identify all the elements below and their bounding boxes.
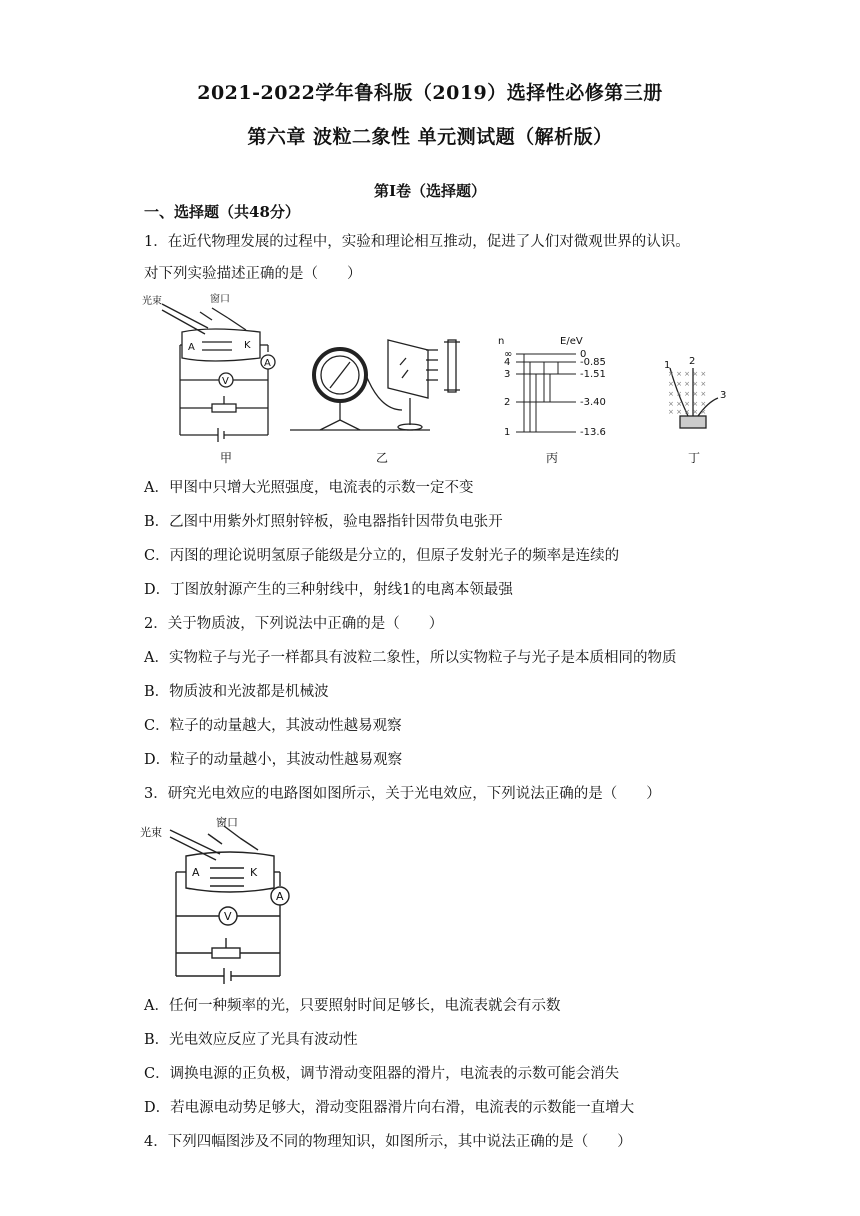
q1-stem-line1: 1．在近代物理发展的过程中，实验和理论相互推动，促进了人们对微观世界的认识。 <box>144 234 690 250</box>
section-heading: 一、选择题（共48分） <box>144 203 300 221</box>
q1-option-b: B．乙图中用紫外灯照射锌板，验电器指针因带负电张开 <box>144 514 503 530</box>
q3-circuit-figure <box>140 812 300 984</box>
ding-ray-label: 1 <box>664 360 671 371</box>
caption-ding: 丁 <box>688 451 701 465</box>
q1-anode-label: A <box>188 342 195 353</box>
q1-cathode-label: K <box>244 340 251 351</box>
q3-option-a: A．任何一种频率的光，只要照射时间足够长，电流表就会有示数 <box>144 998 561 1014</box>
q1-option-d: D．丁图放射源产生的三种射线中，射线1的电离本领最强 <box>144 582 513 598</box>
bing-level-n: 2 <box>504 397 511 408</box>
ding-ray-label: 2 <box>689 356 696 367</box>
bing-level-e: -1.51 <box>580 369 606 380</box>
q3-stem: 3．研究光电效应的电路图如图所示，关于光电效应，下列说法正确的是（ ） <box>144 786 661 802</box>
volume-heading: 第Ⅰ卷（选择题） <box>373 182 487 200</box>
figure-yi-electroscope <box>290 340 460 430</box>
q1-stem-line2: 对下列实验描述正确的是（ ） <box>144 266 362 282</box>
caption-jia: 甲 <box>220 451 233 465</box>
ding-ray-label: 3 <box>720 390 727 401</box>
q2-option-c: C．粒子的动量越大，其波动性越易观察 <box>144 718 402 734</box>
figure-bing-levels <box>516 354 576 432</box>
q2-option-a: A．实物粒子与光子一样都具有波粒二象性，所以实物粒子与光子是本质相同的物质 <box>144 650 677 666</box>
q1-option-a: A．甲图中只增大光照强度，电流表的示数一定不变 <box>144 480 474 496</box>
svg-text:× × × × ×: × × × × × <box>668 370 707 378</box>
q2-option-d: D．粒子的动量越小，其波动性越易观察 <box>144 752 403 768</box>
caption-bing: 丙 <box>546 451 559 465</box>
q4-stem: 4．下列四幅图涉及不同的物理知识，如图所示，其中说法正确的是（ ） <box>144 1134 632 1150</box>
q1-window-label: 窗口 <box>210 294 230 305</box>
q1-ammeter-label: A <box>264 358 271 369</box>
q3-option-c: C．调换电源的正负极，调节滑动变阻器的滑片，电流表的示数可能会消失 <box>144 1066 620 1082</box>
caption-yi: 乙 <box>376 451 389 465</box>
svg-text:× × × × ×: × × × × × <box>668 408 707 416</box>
svg-text:× × × × ×: × × × × × <box>668 390 707 398</box>
bing-n-label: n <box>498 336 505 347</box>
bing-level-e: -3.40 <box>580 397 606 408</box>
q3-ammeter-label: A <box>276 890 284 903</box>
document-title-line1: 2021-2022学年鲁科版（2019）选择性必修第三册 <box>197 82 663 104</box>
svg-text:× × × × ×: × × × × × <box>668 400 707 408</box>
q3-window-label: 窗口 <box>216 816 238 829</box>
q1-figure <box>140 290 740 470</box>
figure-jia-circuit <box>162 304 275 442</box>
bing-level-e: -0.85 <box>580 357 606 368</box>
q3-anode-label: A <box>192 866 200 879</box>
q1-voltmeter-label: V <box>222 376 229 387</box>
figure-ding-field <box>668 370 706 416</box>
q3-light-label: 光束 <box>140 826 162 839</box>
bing-level-n: 4 <box>504 357 511 368</box>
q3-option-b: B．光电效应反应了光具有波动性 <box>144 1032 358 1048</box>
q3-option-d: D．若电源电动势足够大，滑动变阻器滑片向右滑，电流表的示数能一直增大 <box>144 1100 635 1116</box>
bing-level-n: 3 <box>504 369 511 380</box>
bing-level-n: ∞ <box>504 349 513 360</box>
q1-option-c: C．丙图的理论说明氢原子能级是分立的，但原子发射光子的频率是连续的 <box>144 548 620 564</box>
bing-level-e: 0 <box>580 349 587 360</box>
q3-voltmeter-label: V <box>224 910 232 923</box>
q3-cathode-label: K <box>250 866 258 879</box>
q1-light-label: 光束 <box>142 296 162 307</box>
bing-e-label: E/eV <box>560 336 583 347</box>
svg-text:× × × × ×: × × × × × <box>668 380 707 388</box>
bing-level-n: 1 <box>504 427 511 438</box>
q2-option-b: B．物质波和光波都是机械波 <box>144 684 329 700</box>
q2-stem: 2．关于物质波，下列说法中正确的是（ ） <box>144 616 444 632</box>
document-title-line2: 第六章 波粒二象性 单元测试题（解析版） <box>247 126 613 148</box>
bing-level-e: -13.6 <box>580 427 606 438</box>
